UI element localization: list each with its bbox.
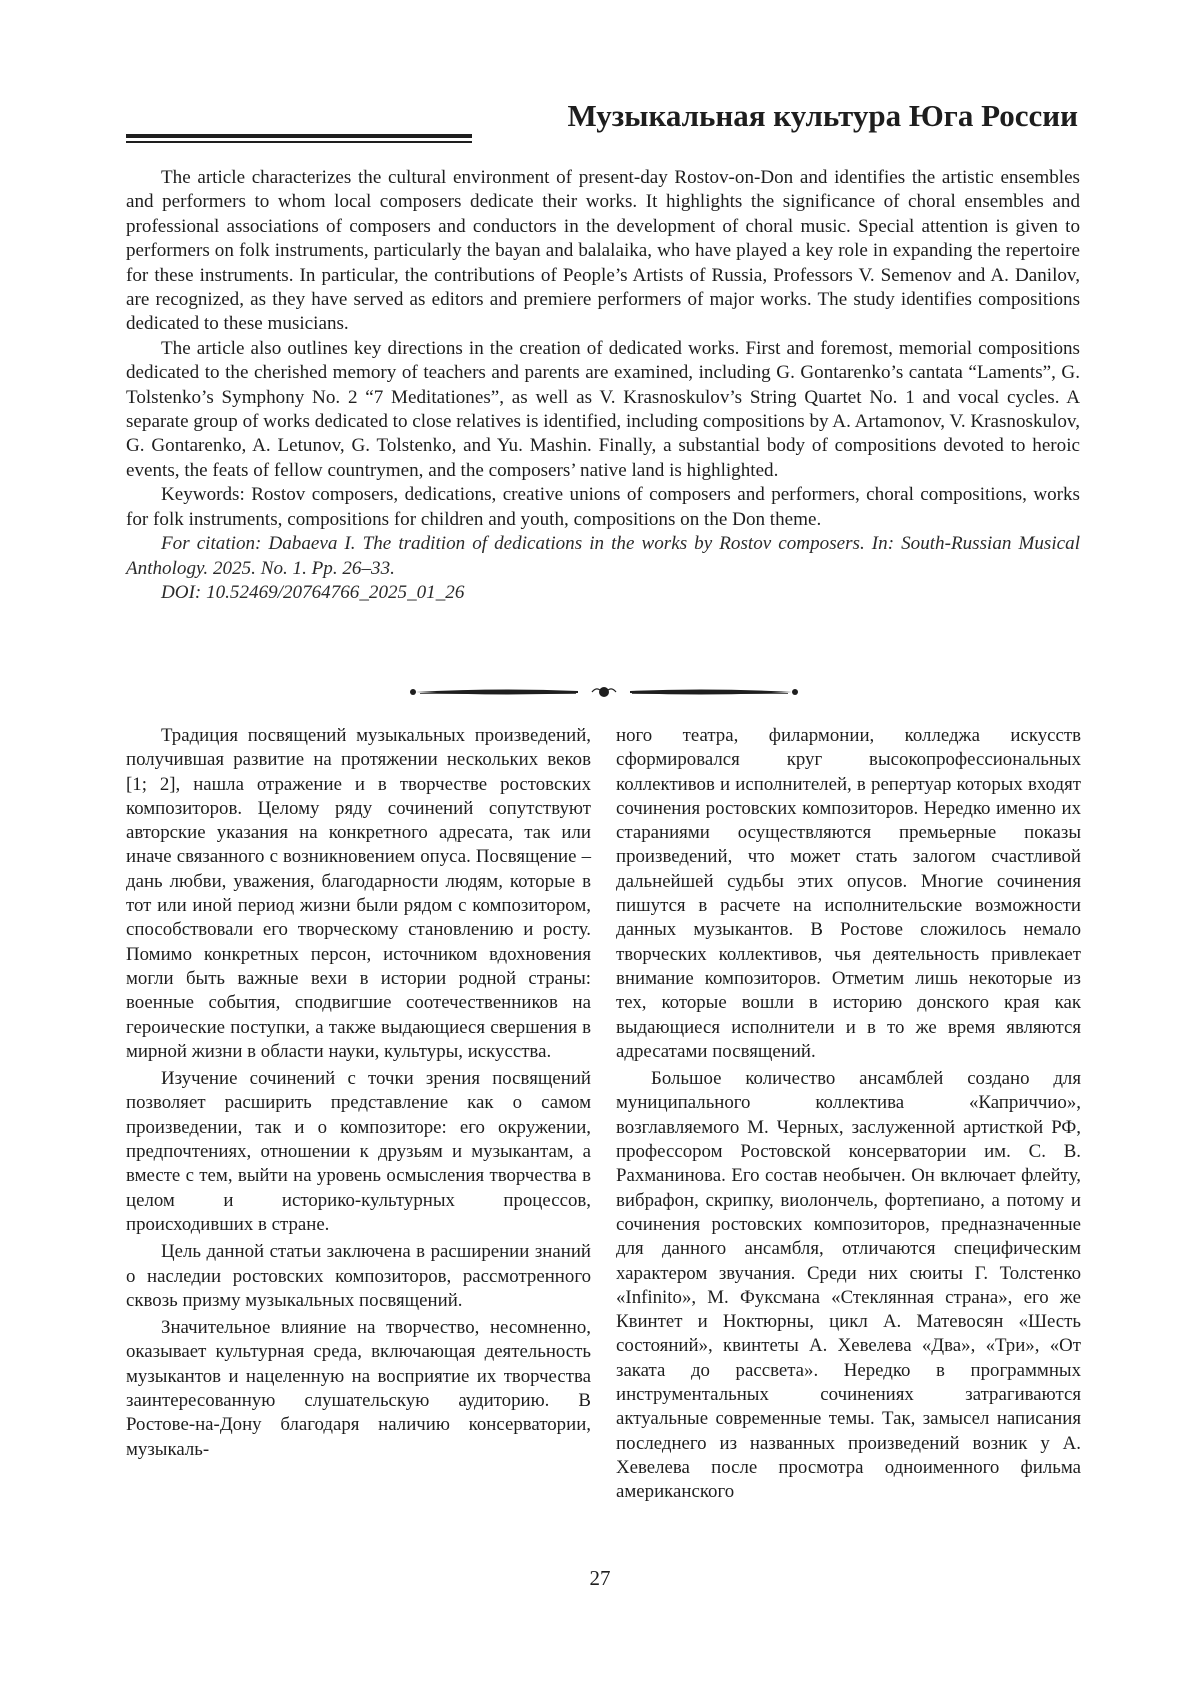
abstract-paragraph-1: The article characterizes the cultural environment of present-day Rostov-on-Don and identifies the artistic ensembles and performers to whom local composers dedicate their works. It highlights the significance of choral ensembles and professional associations of composers and conductors in the development of choral music. Special attention is given to performers on folk instruments, particularly the bayan and balalaika, who have played a key role in expanding the repertoire for these instruments. In particular, the contributions of People’s Artists of Russia, Professors V. Semenov and A. Danilov, are recognized, as they have served as editors and premiere performers of major works. The study identifies compositions dedicated to these musicians.	[126, 167, 1080, 335]
page-number: 27	[589, 1566, 611, 1590]
abstract-citation: For citation: Dabaeva I. The tradition of dedications in the works by Rostov composers. In: South-Russian Musical Anthology. 2025. No. 1. Pp. 26–33.	[126, 533, 1080, 579]
body-paragraph: Изучение сочинений с точки зрения посвящений позволяет расширить представление как о самом произведении, так и о композиторе: его окружении, предпочтениях, отношении к друзьям и музыкантам, а вместе с тем, выйти на уровень осмысления творчества в целом и историко-культурных процессов, происходивших в стране.	[126, 1068, 591, 1235]
header-rule	[126, 134, 472, 144]
abstract	[126, 166, 1080, 605]
ornament-divider-icon	[408, 684, 800, 700]
body-paragraph: Большое количество ансамблей создано для муниципального коллектива «Каприччио», возглавляемого М. Черных, заслуженной артисткой РФ, профессором Ростовской консерватории им. С. В. Рахманинова. Его состав необычен. Он включает флейту, вибрафон, скрипку, виолончель, фортепиано, а потому и сочинения ростовских композиторов, предназначенные для данного ансамбля, отличаются специфическим характером звучания. Среди них сюиты Г. Толстенко «Infinito», М. Фуксмана «Стеклянная страна», его же Квинтет и Ноктюрны, цикл А. Матевосян «Шесть состояний», квинтеты А. Хевелева «Два», «Три», «От заката до рассвета». Нередко в программных инструментальных сочинениях затрагиваются актуальные современные темы. Так, замысел написания последнего из названных произведений возник у А. Хевелева после просмотра одноименного фильма американского	[616, 1068, 1081, 1503]
body-paragraph: Цель данной статьи заключена в расширении знаний о наследии ростовских композиторов, рассмотренного сквозь призму музыкальных посвящений.	[126, 1241, 591, 1311]
body-paragraph-continued: ного театра, филармонии, колледжа искусств сформировался круг высокопрофессиональных коллективов и исполнителей, в репертуар которых входят сочинения ростовских композиторов. Нередко именно их стараниями осуществляются премьерные показы произведений, что может стать залогом счастливой дальнейшей судьбы этих опусов. Многие сочинения пишутся в расчете на исполнительские возможности данных музыкантов. В Ростове сложилось немало творческих коллективов, чья деятельность привлекает внимание композиторов. Отметим лишь некоторые из тех, которые вошли в историю донского края как выдающиеся исполнители и в то же время являются адресатами посвящений.	[616, 725, 1081, 1062]
body-paragraph: Традиция посвящений музыкальных произведений, получившая развитие на протяжении нескольких веков [1; 2], нашла отражение и в творчестве ростовских композиторов. Целому ряду сочинений сопутствуют авторские указания на конкретного адресата, так или иначе связанного с возникновением опуса. Посвящение – дань любви, уважения, благодарности людям, которые в тот или иной период жизни были рядом с композитором, способствовали его творческому становлению и росту. Помимо конкретных персон, источником вдохновения могли быть важные вехи в истории родной страны: военные события, сподвигшие соотечественников на героические поступки, а также выдающиеся свершения в мирной жизни в области науки, культуры, искусства.	[126, 725, 591, 1062]
body-paragraph: Значительное влияние на творчество, несомненно, оказывает культурная среда, включающая деятельность музыкантов и нацеленную на восприятие их творчества заинтересованную слушательскую аудиторию. В Ростове-на-Дону благодаря наличию консерватории, музыкаль-	[126, 1317, 591, 1460]
abstract-paragraph-2: The article also outlines key directions in the creation of dedicated works. First and foremost, memorial compositions dedicated to the cherished memory of teachers and parents are examined, including G. Gontarenko’s cantata “Laments”, G. Tolstenko’s Symphony No. 2 “7 Meditationes”, as well as V. Krasnoskulov’s String Quartet No. 1 and vocal cycles. A separate group of works dedicated to close relatives is identified, including compositions by A. Artamonov, V. Krasnoskulov, G. Gontarenko, A. Letunov, G. Tolstenko, and Yu. Mashin. Finally, a substantial body of compositions devoted to heroic events, the feats of fellow countrymen, and the composers’ native land is highlighted.	[126, 337, 1080, 481]
abstract-doi: DOI: 10.52469/20764766_2025_01_26	[161, 581, 465, 603]
body-right-column	[616, 724, 1081, 1508]
journal-title: Музыкальная культура Юга России	[567, 98, 1078, 133]
body-left-column	[126, 724, 591, 1465]
abstract-keywords: Keywords: Rostov composers, dedications, creative unions of composers and performers, choral compositions, works for folk instruments, compositions for children and youth, compositions on the Don theme.	[126, 484, 1080, 530]
